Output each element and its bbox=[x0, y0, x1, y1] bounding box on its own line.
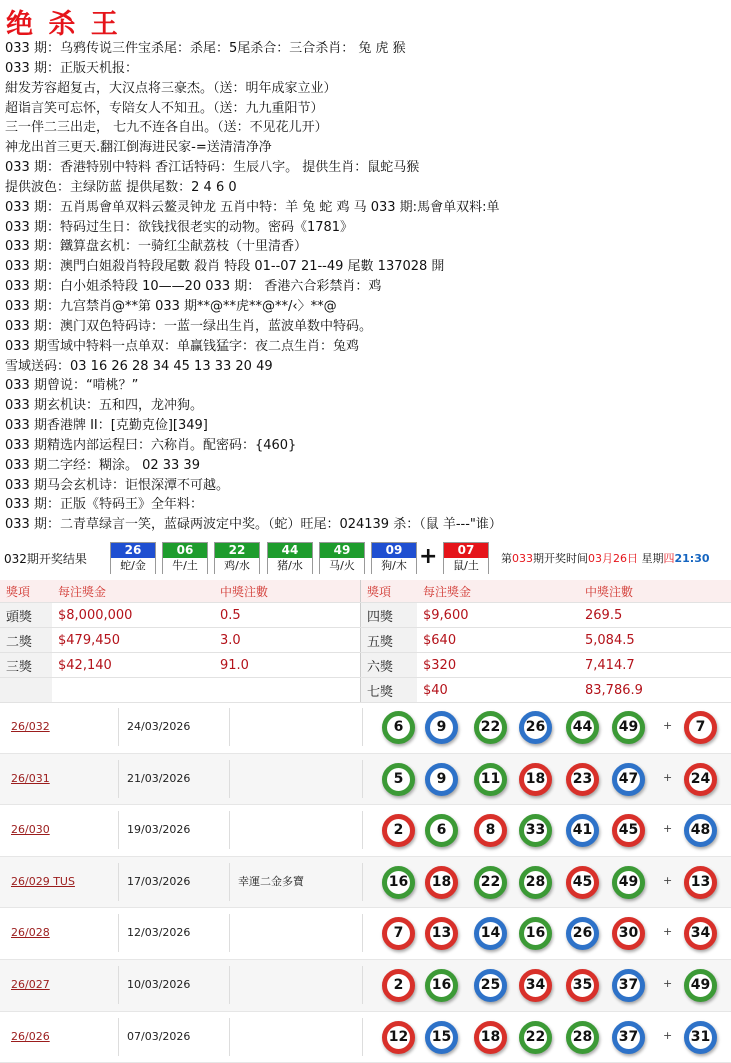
special-ball: 7 bbox=[684, 711, 717, 744]
period-link[interactable]: 26/028 bbox=[11, 926, 50, 940]
prize-cell: 83,786.9 bbox=[579, 678, 731, 703]
result-ball: 15 bbox=[425, 1021, 458, 1054]
draw-ball-number: 44 bbox=[268, 543, 312, 558]
result-ball: 14 bbox=[474, 917, 507, 950]
text-line: 033 期：特码过生日：欲钱找很老实的动物。密码《1781》 bbox=[5, 219, 354, 235]
draw-ball-number: 22 bbox=[215, 543, 259, 558]
text-line: 033 期：鐵算盘玄机：一骑红尘献荔枝（十里清香） bbox=[5, 239, 307, 255]
text-line: 提供波色：主绿防蓝 提供尾数：2 4 6 0 bbox=[5, 179, 237, 195]
text-line: 033 期：正版天机报： bbox=[5, 60, 138, 76]
result-ball: 18 bbox=[425, 866, 458, 899]
draw-ball-number: 09 bbox=[372, 543, 416, 558]
result-ball: 34 bbox=[519, 969, 552, 1002]
plus-sign: + bbox=[663, 873, 673, 887]
draw-ball-number: 06 bbox=[163, 543, 207, 558]
result-ball: 18 bbox=[519, 763, 552, 796]
result-ball: 33 bbox=[519, 814, 552, 847]
text-line: 三一伴二三出走， 七九不连各自出。（送：不见花儿开） bbox=[5, 120, 328, 136]
result-ball: 16 bbox=[425, 969, 458, 1002]
result-ball: 26 bbox=[566, 917, 599, 950]
page-title: 绝 杀 王 bbox=[6, 9, 121, 40]
text-line: 033 期：五肖馬會单双料云鳌灵钟龙 五肖中特：羊 兔 蛇 鸡 马 033 期:馬會单双料:单 bbox=[5, 199, 500, 215]
result-ball: 45 bbox=[612, 814, 645, 847]
result-ball: 22 bbox=[474, 711, 507, 744]
header-cell: 中獎注數 bbox=[214, 580, 361, 603]
special-ball: 24 bbox=[684, 763, 717, 796]
result-ball: 47 bbox=[612, 763, 645, 796]
result-ball: 26 bbox=[519, 711, 552, 744]
prize-cell: 269.5 bbox=[579, 603, 731, 628]
draw-date: 17/03/2026 bbox=[127, 874, 191, 888]
period-link[interactable]: 26/032 bbox=[11, 720, 50, 733]
period-link[interactable]: 26/029 TUS bbox=[11, 874, 75, 888]
history-row bbox=[0, 960, 731, 1012]
result-ball: 18 bbox=[474, 1021, 507, 1054]
result-ball: 28 bbox=[566, 1021, 599, 1054]
text-line: 033 期曾说：“啃桃？” bbox=[5, 378, 139, 394]
draw-ball-zodiac: 鼠/土 bbox=[444, 558, 488, 574]
prize-cell: 五獎 bbox=[361, 628, 418, 653]
prize-cell: $42,140 bbox=[52, 653, 214, 678]
result-ball: 12 bbox=[382, 1021, 415, 1054]
header-cell: 每注獎金 bbox=[52, 580, 214, 603]
history-results bbox=[0, 702, 731, 1063]
text-line: 超诣言笑可忘怀，专陪女人不知丑。（送：九九重阳节） bbox=[5, 100, 324, 116]
draw-date: 19/03/2026 bbox=[127, 823, 191, 837]
prize-cell: 六獎 bbox=[361, 653, 418, 678]
result-ball: 9 bbox=[425, 763, 458, 796]
prize-row bbox=[0, 678, 731, 703]
text-line: 033 期：乌鸦传说三件宝杀尾：杀尾：5尾杀合：三合杀肖： 兔 虎 猴 bbox=[5, 41, 406, 56]
header-cell: 每注獎金 bbox=[417, 580, 579, 603]
prize-cell bbox=[0, 678, 52, 703]
result-ball: 49 bbox=[612, 866, 645, 899]
prize-cell: 7,414.7 bbox=[579, 653, 731, 678]
prize-row bbox=[0, 603, 731, 628]
history-row bbox=[0, 754, 731, 806]
result-ball: 37 bbox=[612, 1021, 645, 1054]
latest-draw-bar bbox=[0, 540, 731, 578]
text-line: 033 期精选内部运程曰：六称肖。配密码：{460} bbox=[5, 437, 297, 453]
text-line: 033 期：澳門白姐殺肖特段尾數 殺肖 特段 01--07 21--49 尾數 137028 開 bbox=[5, 259, 445, 275]
result-ball: 37 bbox=[612, 969, 645, 1002]
prize-cell: 頭獎 bbox=[0, 603, 52, 628]
prize-cell: 三獎 bbox=[0, 653, 52, 678]
draw-note: 幸運二金多寶 bbox=[238, 874, 304, 888]
prize-cell bbox=[52, 678, 214, 703]
prize-cell: $8,000,000 bbox=[52, 603, 214, 628]
history-row bbox=[0, 805, 731, 857]
prize-cell: 91.0 bbox=[214, 653, 361, 678]
history-row bbox=[0, 908, 731, 960]
result-ball: 22 bbox=[474, 866, 507, 899]
draw-ball-zodiac: 狗/木 bbox=[372, 558, 416, 574]
prize-row bbox=[0, 653, 731, 678]
result-ball: 35 bbox=[566, 969, 599, 1002]
draw-date: 07/03/2026 bbox=[127, 1029, 191, 1043]
result-ball: 2 bbox=[382, 814, 415, 847]
prize-table-header bbox=[0, 580, 731, 603]
plus-sign: + bbox=[663, 1028, 673, 1042]
text-line: 033 期：二青草绿言一笑，蓝碌两波定中奖。（蛇）旺尾：024139 杀：（鼠 羊---"谁） bbox=[5, 517, 502, 533]
result-ball: 11 bbox=[474, 763, 507, 796]
draw-ball-number: 07 bbox=[444, 543, 488, 558]
prize-row bbox=[0, 628, 731, 653]
result-ball: 8 bbox=[474, 814, 507, 847]
special-ball: 34 bbox=[684, 917, 717, 950]
draw-ball bbox=[162, 542, 208, 574]
period-link[interactable]: 26/026 bbox=[11, 1029, 50, 1043]
header-cell: 獎項 bbox=[361, 580, 418, 603]
text-line: 033 期香港牌 II：[克勤克俭][349] bbox=[5, 418, 208, 434]
result-ball: 5 bbox=[382, 763, 415, 796]
next-draw-info: 第033期开奖时间03月26日 星期四21:30 bbox=[501, 552, 710, 565]
header-cell: 中獎注數 bbox=[579, 580, 731, 603]
result-ball: 45 bbox=[566, 866, 599, 899]
result-ball: 7 bbox=[382, 917, 415, 950]
history-row bbox=[0, 1012, 731, 1063]
result-ball: 16 bbox=[519, 917, 552, 950]
draw-ball bbox=[214, 542, 260, 574]
text-line: 033 期：澳门双色特码诗：一蓝一绿出生肖，蓝波单数中特码。 bbox=[5, 318, 372, 334]
draw-ball-number: 26 bbox=[111, 543, 155, 558]
draw-ball-zodiac: 猪/水 bbox=[268, 558, 312, 574]
result-ball: 2 bbox=[382, 969, 415, 1002]
period-link[interactable]: 26/027 bbox=[11, 977, 50, 991]
text-line: 033 期：香港特别中特料 香江话特码：生辰八字。 提供生肖：鼠蛇马猴 bbox=[5, 160, 420, 176]
special-ball: 49 bbox=[684, 969, 717, 1002]
text-line: 033 期玄机诀：五和四，龙冲狗。 bbox=[5, 398, 203, 414]
period-link[interactable]: 26/030 bbox=[11, 823, 50, 837]
prize-cell: $40 bbox=[417, 678, 579, 703]
draw-date: 10/03/2026 bbox=[127, 977, 191, 991]
result-ball: 44 bbox=[566, 711, 599, 744]
plus-sign: + bbox=[663, 822, 673, 836]
plus-sign: + bbox=[663, 719, 673, 732]
result-ball: 6 bbox=[425, 814, 458, 847]
text-line: 神龙出首三更天.翻江倒海进民家-=送清清净净 bbox=[5, 140, 272, 156]
result-ball: 13 bbox=[425, 917, 458, 950]
prize-cell bbox=[214, 678, 361, 703]
result-ball: 28 bbox=[519, 866, 552, 899]
result-ball: 30 bbox=[612, 917, 645, 950]
prize-table bbox=[0, 580, 731, 700]
result-ball: 25 bbox=[474, 969, 507, 1002]
draw-ball-zodiac: 马/火 bbox=[320, 558, 364, 574]
result-ball: 16 bbox=[382, 866, 415, 899]
prize-cell: $9,600 bbox=[417, 603, 579, 628]
draw-ball bbox=[443, 542, 489, 574]
history-row bbox=[0, 857, 731, 909]
plus-sign: + bbox=[663, 925, 673, 939]
prize-cell: $320 bbox=[417, 653, 579, 678]
plus-sign: + bbox=[419, 544, 438, 569]
draw-ball bbox=[371, 542, 417, 574]
draw-ball bbox=[267, 542, 313, 574]
text-line: 033 期：正版《特码王》全年料： bbox=[5, 497, 203, 513]
prize-cell: $640 bbox=[417, 628, 579, 653]
result-ball: 6 bbox=[382, 711, 415, 744]
text-line: 033 期：白小姐杀特段 10——20 033 期： 香港六合彩禁肖：鸡 bbox=[5, 279, 382, 295]
draw-ball-zodiac: 鸡/水 bbox=[215, 558, 259, 574]
draw-date: 12/03/2026 bbox=[127, 926, 191, 940]
text-line: 雪域送码：03 16 26 28 34 45 13 33 20 49 bbox=[5, 358, 273, 374]
prize-cell: 七獎 bbox=[361, 678, 418, 703]
result-ball: 41 bbox=[566, 814, 599, 847]
draw-ball-zodiac: 牛/土 bbox=[163, 558, 207, 574]
draw-ball bbox=[110, 542, 156, 574]
prize-cell: 5,084.5 bbox=[579, 628, 731, 653]
prediction-text-block bbox=[5, 39, 727, 535]
text-line: 033 期：九宫禁肖@**第 033 期**@**虎**@**/‹〉**@ bbox=[5, 298, 337, 314]
text-line: 紺发芳容超复古，大汉点将三豪杰。（送：明年成家立业） bbox=[5, 80, 337, 96]
draw-ball-zodiac: 蛇/金 bbox=[111, 558, 155, 574]
draw-date: 24/03/2026 bbox=[127, 720, 191, 733]
plus-sign: + bbox=[663, 770, 673, 784]
prize-cell: 四獎 bbox=[361, 603, 418, 628]
text-line: 033 期雪域中特料一点单双：单赢钱猛字：夜二点生肖：兔鸡 bbox=[5, 338, 359, 354]
text-line: 033 期马会玄机诗：讵恨深潭不可越。 bbox=[5, 477, 229, 493]
prize-cell: 3.0 bbox=[214, 628, 361, 653]
special-ball: 48 bbox=[684, 814, 717, 847]
prize-cell: $479,450 bbox=[52, 628, 214, 653]
period-link[interactable]: 26/031 bbox=[11, 771, 50, 785]
special-ball: 13 bbox=[684, 866, 717, 899]
result-ball: 49 bbox=[612, 711, 645, 744]
special-ball: 31 bbox=[684, 1021, 717, 1054]
result-ball: 9 bbox=[425, 711, 458, 744]
prize-cell: 0.5 bbox=[214, 603, 361, 628]
prize-cell: 二獎 bbox=[0, 628, 52, 653]
draw-label: 032期开奖结果 bbox=[4, 552, 87, 566]
plus-sign: + bbox=[663, 976, 673, 990]
history-row bbox=[0, 702, 731, 754]
draw-ball bbox=[319, 542, 365, 574]
result-ball: 22 bbox=[519, 1021, 552, 1054]
header-cell: 獎項 bbox=[0, 580, 52, 603]
draw-date: 21/03/2026 bbox=[127, 771, 191, 785]
text-line: 033 期二字经：糊涂。 02 33 39 bbox=[5, 457, 200, 473]
draw-ball-number: 49 bbox=[320, 543, 364, 558]
result-ball: 23 bbox=[566, 763, 599, 796]
